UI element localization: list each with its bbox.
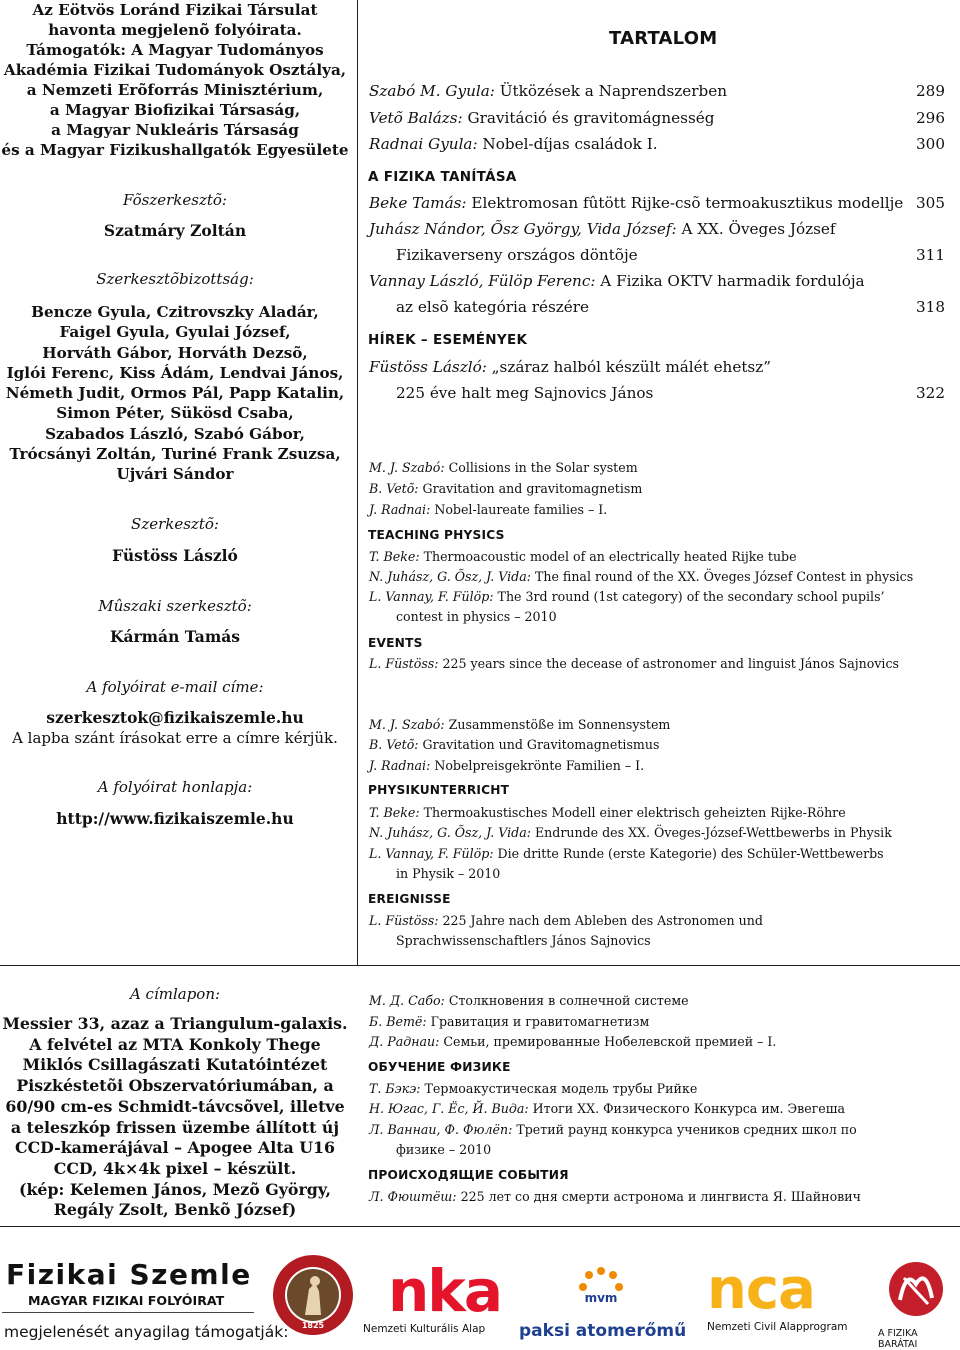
toc-page-number: 289	[916, 82, 945, 100]
translated-entry	[396, 609, 557, 624]
translated-title: Nobelpreisgekrönte Familien – I.	[430, 758, 645, 773]
translated-title: 225 Jahre nach dem Ableben des Astronomen und	[438, 913, 763, 928]
board-members	[0, 302, 350, 485]
brand-title: Fizikai Szemle	[6, 1258, 252, 1291]
translated-section-heading: EVENTS	[368, 636, 423, 650]
masthead-line: Az Eötvös Loránd Fizikai Társulat	[32, 1, 318, 19]
editor-label: Szerkesztõ:	[131, 515, 219, 533]
translated-title: Гравитация и гравитомагнетизм	[426, 1014, 650, 1029]
translated-author: Н. Югас, Г. Ёс, Й. Вида:	[369, 1101, 529, 1116]
translated-title: Zusammenstöße im Sonnensystem	[444, 717, 671, 732]
board-member-line: Németh Judit, Ormos Pál, Papp Katalin,	[5, 384, 345, 403]
translated-entry	[369, 993, 689, 1008]
translated-title: The final round of the XX. Öveges József Contest in physics	[530, 569, 914, 584]
board-member-line: Faigel Gyula, Gyulai József,	[59, 323, 291, 342]
translated-author: N. Juhász, G. Õsz, J. Vida:	[369, 825, 531, 840]
nka-wordmark: nka	[388, 1257, 502, 1325]
cover-line: CCD, 4k×4k pixel – készült.	[53, 1158, 297, 1178]
translated-author: Л. Ваннаи, Ф. Фюлёп:	[369, 1122, 513, 1137]
translated-entry	[369, 1122, 857, 1137]
translated-author: B. Vetõ:	[369, 737, 419, 752]
homepage-link[interactable]: http://www.fizikaiszemle.hu	[56, 809, 294, 828]
masthead-line: a Magyar Nukleáris Társaság	[51, 121, 299, 139]
translated-section-heading: ОБУЧЕНИЕ ФИЗИКЕ	[368, 1060, 511, 1074]
mta-seal-year: 1825	[301, 1321, 325, 1330]
toc-entry	[369, 135, 945, 153]
translated-title: Die dritte Runde (erste Kategorie) des Schüler-Wettbewerbs	[493, 846, 884, 861]
board-member-line: Bencze Gyula, Czitrovszky Aladár,	[31, 303, 319, 321]
translated-entry	[369, 1014, 649, 1029]
nca-wordmark: nca	[707, 1257, 815, 1322]
translated-author: J. Radnai:	[369, 758, 431, 773]
editor-in-chief-name: Szatmáry Zoltán	[103, 221, 247, 240]
masthead-line: a Magyar Biofizikai Társaság,	[49, 101, 301, 119]
translated-author: L. Füstöss:	[369, 913, 439, 928]
masthead-text	[0, 0, 350, 160]
translated-entry	[369, 1034, 776, 1049]
translated-entry	[396, 933, 651, 948]
nca-label: Nemzeti Civil Alapprogram	[707, 1321, 848, 1333]
translated-author: B. Vetõ:	[369, 481, 419, 496]
masthead-line: Akadémia Fizikai Tudományok Osztálya,	[3, 61, 347, 79]
cover-label: A címlapon:	[129, 985, 221, 1003]
masthead-line: a Nemzeti Erõforrás Minisztérium,	[26, 81, 324, 99]
email-link[interactable]: szerkesztok@fizikaiszemle.hu	[46, 708, 304, 727]
toc-author: Beke Tamás:	[369, 194, 467, 212]
toc-article-title: Gravitáció és gravitomágnesség	[462, 109, 715, 127]
masthead-line: havonta megjelenõ folyóirata.	[48, 21, 302, 39]
translated-title: Thermoacoustic model of an electrically heated Rijke tube	[419, 549, 797, 564]
translated-entry	[369, 481, 642, 496]
tech-editor-name: Kármán Tamás	[109, 627, 241, 646]
translated-title: Gravitation and gravitomagnetism	[418, 481, 643, 496]
translated-entry	[369, 589, 885, 604]
nka-label: Nemzeti Kulturális Alap	[363, 1323, 486, 1335]
cover-line: CCD-kamerájával – Apogee Alta U16	[15, 1138, 335, 1158]
board-member-line: Trócsányi Zoltán, Turiné Frank Zsuzsa,	[9, 445, 341, 464]
toc-article-title: Fizikaverseny országos döntõje	[396, 246, 638, 264]
translated-title: Endrunde des XX. Öveges-József-Wettbewerbs in Physik	[530, 825, 892, 840]
masthead-line: és a Magyar Fizikushallgatók Egyesülete	[1, 141, 349, 159]
cover-line: (kép: Kelemen János, Mezõ György,	[19, 1179, 331, 1199]
translated-title: in Physik – 2010	[396, 866, 501, 881]
nca-logo	[707, 1257, 815, 1322]
translated-entry	[369, 460, 638, 475]
translated-author: N. Juhász, G. Õsz, J. Vida:	[369, 569, 531, 584]
translated-author: T. Beke:	[369, 549, 420, 564]
translated-entry	[369, 569, 913, 584]
toc-article-title: Nobel-díjas családok I.	[477, 135, 658, 153]
translated-entry	[369, 1101, 845, 1116]
toc-author: Füstöss László:	[369, 358, 487, 376]
translated-title: Gravitation und Gravitomagnetismus	[418, 737, 660, 752]
cover-line: Miklós Csillagászati Kutatóintézet	[22, 1055, 328, 1075]
paks-mark: mvm	[584, 1291, 618, 1305]
cover-line: 60/90 cm-es Schmidt-távcsõvel, illetve	[5, 1096, 345, 1116]
brand-rule	[2, 1312, 254, 1313]
translated-entry	[369, 549, 797, 564]
translated-title: The 3rd round (1st category) of the secondary school pupils’	[493, 589, 885, 604]
translated-entry	[369, 1081, 697, 1096]
translated-title: Третий раунд конкурса учеников средних школ по	[512, 1122, 857, 1137]
translated-title: физике – 2010	[396, 1142, 492, 1157]
support-text: megjelenését anyagilag támogatják:	[4, 1323, 289, 1341]
translated-entry	[369, 846, 884, 861]
translated-title: Nobel-laureate families – I.	[430, 502, 608, 517]
toc-title: TARTALOM	[609, 28, 718, 49]
mta-seal-logo	[271, 1253, 355, 1337]
toc-author: Vetõ Balázs:	[369, 109, 463, 127]
translated-author: L. Vannay, F. Fülöp:	[369, 846, 494, 861]
email-note: A lapba szánt írásokat erre a címre kérjük.	[12, 729, 338, 747]
toc-page-number: 318	[916, 298, 945, 316]
toc-entry	[396, 298, 945, 316]
brand-subtitle: MAGYAR FIZIKAI FOLYÓIRAT	[28, 1293, 225, 1308]
translated-entry	[369, 1189, 861, 1204]
translated-author: L. Vannay, F. Fülöp:	[369, 589, 494, 604]
editor-in-chief-label: Fõszerkesztõ:	[123, 191, 227, 209]
translated-author: M. J. Szabó:	[369, 460, 445, 475]
translated-title: contest in physics – 2010	[396, 609, 557, 624]
toc-page-number: 311	[916, 246, 945, 264]
toc-page-number: 296	[916, 109, 945, 127]
nka-logo	[388, 1257, 502, 1325]
translated-title: 225 лет со дня смерти астронома и лингвиста Я. Шайнович	[456, 1189, 861, 1204]
toc-article-title: A Fizika OKTV harmadik fordulója	[595, 272, 865, 290]
toc-article-title: A XX. Öveges József	[676, 220, 836, 238]
translated-title: Семьи, премированные Нобелевской премией – I.	[439, 1034, 777, 1049]
translated-section-heading: ПРОИСХОДЯЩИЕ СОБЫТИЯ	[368, 1168, 569, 1182]
toc-entry	[369, 194, 945, 212]
translated-author: L. Füstöss:	[369, 656, 439, 671]
toc-page-number: 305	[916, 194, 945, 212]
translated-entry	[369, 656, 899, 671]
cover-line: A felvétel az MTA Konkoly Thege	[29, 1034, 321, 1054]
fizika-baratai-label: A FIZIKA BARÁTAI	[878, 1328, 918, 1350]
translated-entry	[369, 825, 892, 840]
toc-article-title: az elsõ kategória részére	[396, 298, 589, 316]
column-divider	[357, 0, 358, 965]
translated-title: Итоги XX. Физического Конкурса им. Эвегеша	[528, 1101, 845, 1116]
translated-entry	[369, 502, 607, 517]
translated-section-heading: TEACHING PHYSICS	[368, 528, 505, 542]
toc-author: Radnai Gyula:	[369, 135, 478, 153]
toc-article-title: 225 éve halt meg Sajnovics János	[396, 384, 654, 402]
translated-section-heading: EREIGNISSE	[368, 892, 451, 906]
translated-entry	[369, 758, 644, 773]
translated-entry	[369, 717, 670, 732]
translated-entry	[369, 737, 659, 752]
cover-line: a teleszkóp frissen üzembe állított új	[10, 1117, 340, 1137]
board-label: Szerkesztõbizottság:	[96, 270, 254, 288]
toc-page-number: 300	[916, 135, 945, 153]
translated-author: T. Beke:	[369, 805, 420, 820]
toc-article-title: „száraz halból készült málét ehetsz”	[486, 358, 771, 376]
board-member-line: Iglói Ferenc, Kiss Ádám, Lendvai János,	[6, 363, 344, 382]
translated-title: Collisions in the Solar system	[444, 460, 638, 475]
paks-label: paksi atomerőmű	[519, 1321, 687, 1341]
masthead-line: Támogatók: A Magyar Tudományos	[26, 41, 324, 59]
cover-line: Messier 33, azaz a Triangulum-galaxis.	[2, 1014, 348, 1033]
toc-article-title: Elektromosan fûtött Rijke-csõ termoakusztikus modellje	[466, 194, 904, 212]
translated-author: Л. Фюштёш:	[369, 1189, 457, 1204]
board-member-line: Ujvári Sándor	[116, 465, 234, 484]
translated-author: М. Д. Сабо:	[369, 993, 445, 1008]
toc-section-heading: A FIZIKA TANÍTÁSA	[368, 169, 517, 185]
toc-article-title: Ütközések a Naprendszerben	[494, 82, 728, 100]
footer-divider	[0, 1226, 960, 1227]
toc-entry	[396, 246, 945, 264]
cover-line: Regály Zsolt, Benkõ József)	[53, 1200, 297, 1220]
translated-section-heading: PHYSIKUNTERRICHT	[368, 783, 510, 797]
cover-line: Piszkéstetõi Obszervatóriumában, a	[16, 1076, 334, 1096]
translated-title: 225 years since the decease of astronomer and linguist János Sajnovics	[438, 656, 899, 671]
toc-entry	[396, 384, 945, 402]
translated-author: Т. Бэкэ:	[369, 1081, 421, 1096]
homepage-label: A folyóirat honlapja:	[97, 778, 253, 796]
toc-section-heading: HÍREK – ESEMÉNYEK	[368, 332, 528, 348]
translated-title: Thermoakustisches Modell einer elektrisch geheizten Rijke-Röhre	[419, 805, 846, 820]
cover-description	[0, 1014, 350, 1221]
cover-divider	[0, 965, 960, 966]
translated-author: Б. Ветё:	[369, 1014, 427, 1029]
translated-title: Термоакустическая модель трубы Рийке	[420, 1081, 698, 1096]
board-member-line: Simon Péter, Sükösd Csaba,	[56, 404, 294, 423]
paks-logo	[573, 1263, 629, 1313]
toc-entry	[369, 82, 945, 100]
toc-entry	[369, 358, 945, 376]
toc-author: Vannay László, Fülöp Ferenc:	[369, 272, 596, 290]
tech-editor-label: Mûszaki szerkesztõ:	[98, 597, 252, 615]
editor-name: Füstöss László	[112, 546, 238, 565]
translated-author: M. J. Szabó:	[369, 717, 445, 732]
board-member-line: Horváth Gábor, Horváth Dezsõ,	[42, 343, 308, 362]
toc-entry	[369, 109, 945, 127]
board-member-line: Szabados László, Szabó Gábor,	[45, 424, 305, 443]
translated-title: Sprachwissenschaftlers János Sajnovics	[396, 933, 651, 948]
translated-title: Столкновения в солнечной системе	[444, 993, 689, 1008]
translated-entry	[369, 913, 763, 928]
toc-entry	[369, 220, 945, 238]
email-label: A folyóirat e-mail címe:	[86, 678, 264, 696]
translated-entry	[396, 866, 500, 881]
toc-author: Juhász Nándor, Õsz György, Vida József:	[369, 220, 677, 238]
translated-entry	[396, 1142, 491, 1157]
toc-entry	[369, 272, 945, 290]
translated-entry	[369, 805, 846, 820]
translated-author: Д. Раднаи:	[369, 1034, 440, 1049]
toc-page-number: 322	[916, 384, 945, 402]
fizika-baratai-logo	[886, 1260, 946, 1318]
translated-author: J. Radnai:	[369, 502, 431, 517]
toc-author: Szabó M. Gyula:	[369, 82, 495, 100]
